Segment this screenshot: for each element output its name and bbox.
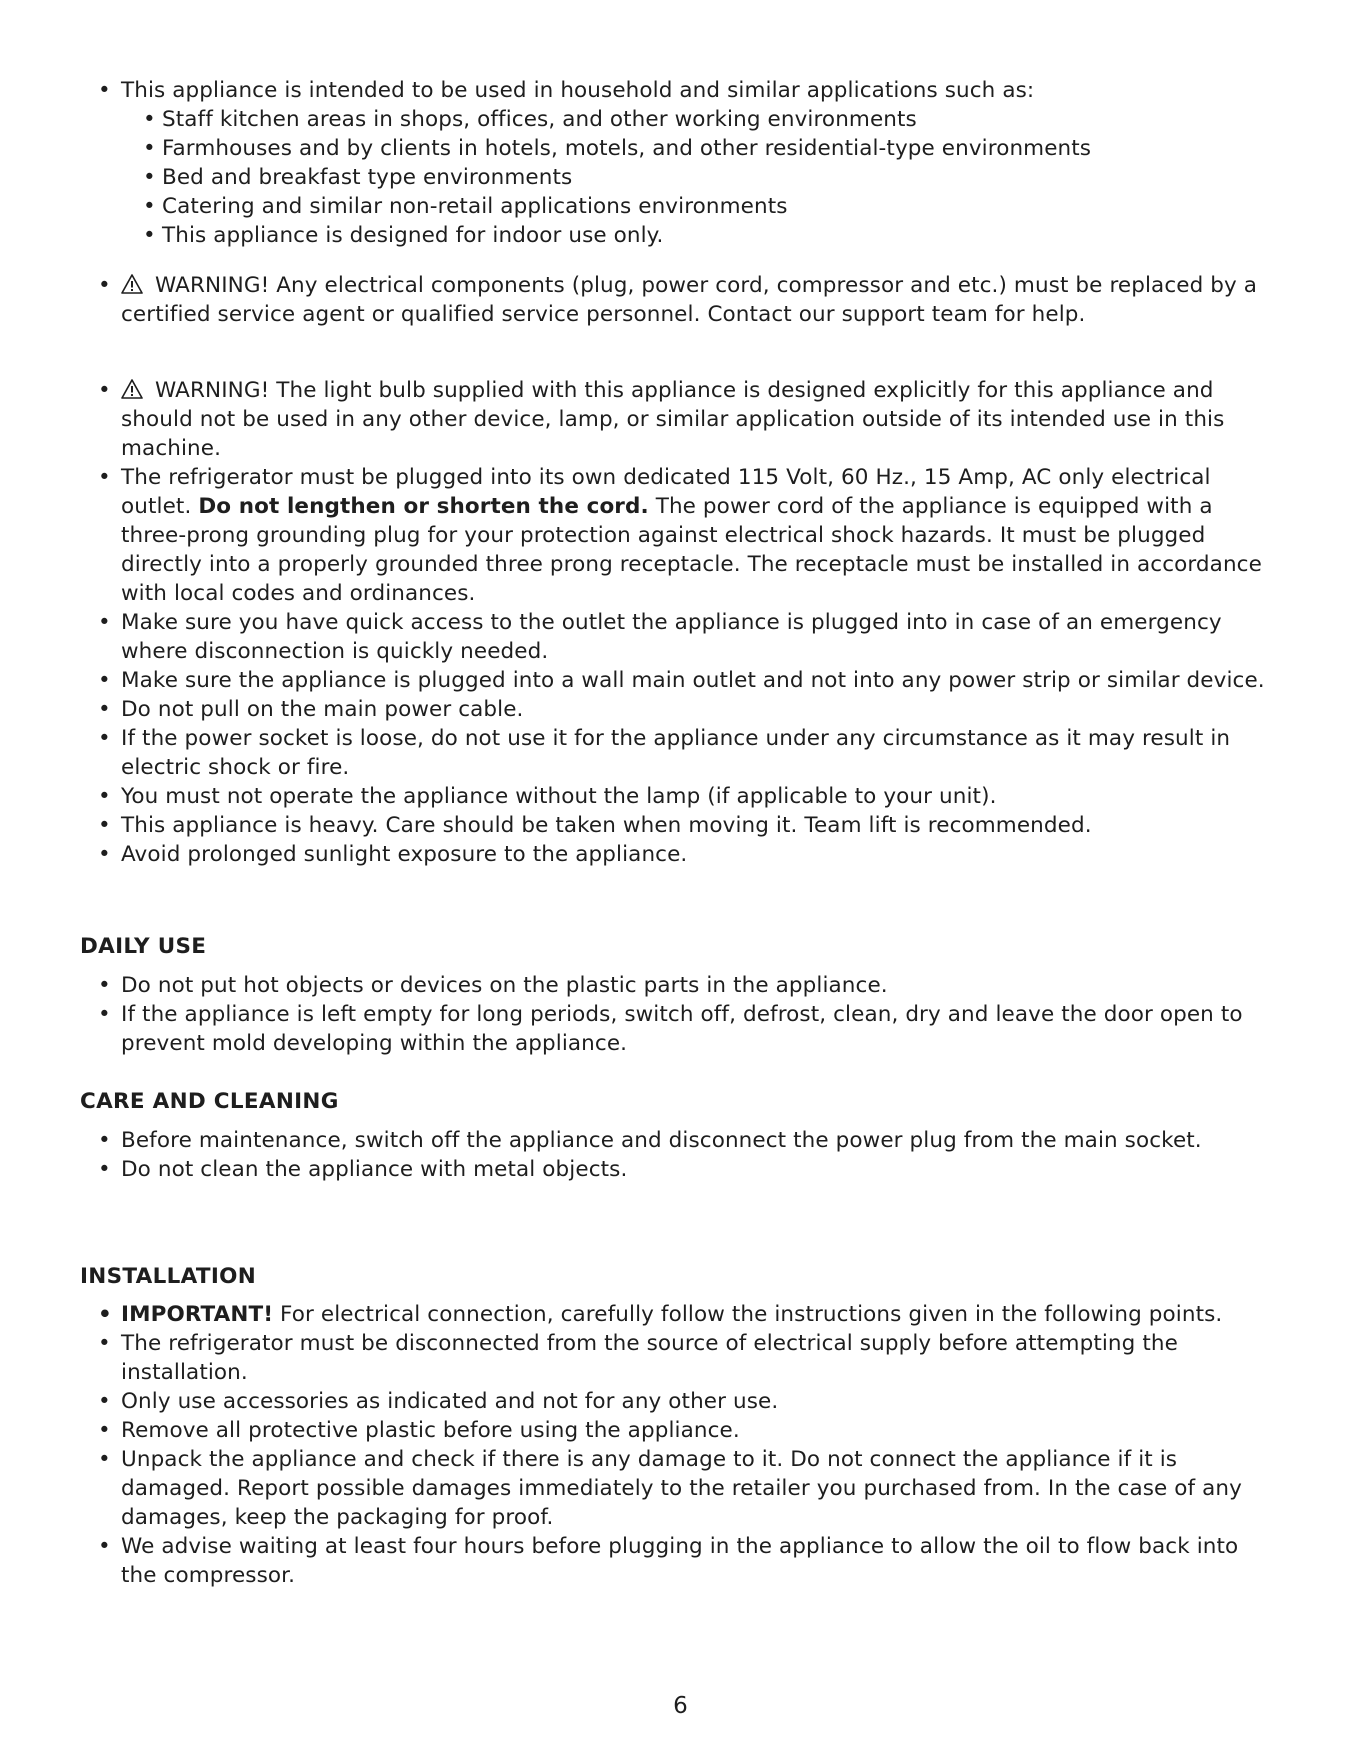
list-item: • Before maintenance, switch off the appliance and disconnect the power plug from the main socket.	[98, 1128, 1202, 1153]
list-item: • IMPORTANT! For electrical connection, carefully follow the instructions given in the following points.	[98, 1302, 1223, 1327]
list-item: • Do not pull on the main power cable.	[98, 697, 524, 722]
daily-use-section	[80, 971, 1280, 1058]
item-text: Remove all protective plastic before using the appliance.	[121, 1418, 740, 1443]
item-text: Make sure you have quick access to the outlet the appliance is plugged into in case of an emergency where disconnection is quickly needed.	[121, 610, 1222, 664]
section-heading-daily-use: DAILY USE	[80, 934, 207, 959]
list-item: • Make sure the appliance is plugged into a wall main outlet and not into any power strip or similar device.	[98, 668, 1265, 693]
list-item: • You must not operate the appliance without the lamp (if applicable to your unit).	[98, 784, 997, 809]
list-item: • Remove all protective plastic before using the appliance.	[98, 1418, 740, 1443]
list-item: • WARNING! The light bulb supplied with this appliance is designed explicitly for this appliance and should not be used in any other device, lamp, or similar application outside of its intended use in this machine.	[98, 378, 1225, 461]
warning-block-2	[80, 376, 1280, 869]
item-text: This appliance is intended to be used in household and similar applications such as:	[121, 78, 1035, 103]
list-item: • The refrigerator must be disconnected from the source of electrical supply before attempting the installation.	[98, 1331, 1178, 1385]
item-text: Unpack the appliance and check if there is any damage to it. Do not connect the appliance if it is damaged. Report possible damages immediately to the retailer you purchased from. In the case of any damages, keep the packaging for proof.	[121, 1447, 1242, 1530]
item-text: Before maintenance, switch off the appliance and disconnect the power plug from the main socket.	[121, 1128, 1202, 1153]
item-text: Catering and similar non-retail applications environments	[162, 194, 788, 219]
item-text: This appliance is designed for indoor use only.	[162, 223, 664, 248]
warning-icon	[121, 379, 143, 399]
item-text: Do not pull on the main power cable.	[121, 697, 524, 722]
outlet-text-pre: The refrigerator must be plugged into its own dedicated 115 Volt, 60 Hz., 15 Amp, AC only electrical outlet.	[121, 465, 1211, 519]
section-heading-care-cleaning: CARE AND CLEANING	[80, 1089, 339, 1114]
sub-list-item: • Catering and similar non-retail applications environments	[143, 194, 788, 219]
installation-section	[80, 1300, 1280, 1590]
important-label: IMPORTANT!	[121, 1302, 274, 1327]
warning-text: WARNING! Any electrical components (plug, power cord, compressor and etc.) must be replaced by a certified service agent or qualified service personnel. Contact our support team for help.	[121, 273, 1258, 327]
item-text: Staff kitchen areas in shops, offices, and other working environments	[162, 107, 917, 132]
item-text: We advise waiting at least four hours before plugging in the appliance to allow the oil to flow back into the compressor.	[121, 1534, 1239, 1588]
item-text: Make sure the appliance is plugged into a wall main outlet and not into any power strip or similar device.	[121, 668, 1265, 693]
item-text: Only use accessories as indicated and not for any other use.	[121, 1389, 779, 1414]
list-item: • This appliance is intended to be used in household and similar applications such as:	[98, 78, 1035, 103]
list-item: • Make sure you have quick access to the outlet the appliance is plugged into in case of an emergency where disconnection is quickly needed.	[98, 610, 1222, 664]
section-heading-installation: INSTALLATION	[80, 1264, 257, 1289]
outlet-text-bold: Do not lengthen or shorten the cord.	[198, 494, 649, 519]
list-item: • Do not clean the appliance with metal objects.	[98, 1157, 628, 1182]
item-text: For electrical connection, carefully follow the instructions given in the following points.	[273, 1302, 1223, 1327]
list-item: • If the appliance is left empty for long periods, switch off, defrost, clean, dry and leave the door open to prevent mold developing within the appliance.	[98, 1002, 1243, 1056]
warning-text: WARNING! The light bulb supplied with this appliance is designed explicitly for this appliance and should not be used in any other device, lamp, or similar application outside of its intended use in this machine.	[121, 378, 1225, 461]
item-text: You must not operate the appliance without the lamp (if applicable to your unit).	[121, 784, 997, 809]
care-cleaning-section	[80, 1126, 1280, 1184]
page-number: 6	[673, 1693, 688, 1719]
sub-list-item: • Bed and breakfast type environments	[143, 165, 573, 190]
list-item: • WARNING! Any electrical components (plug, power cord, compressor and etc.) must be replaced by a certified service agent or qualified service personnel. Contact our support team for help.	[98, 273, 1258, 327]
list-item: • This appliance is heavy. Care should be taken when moving it. Team lift is recommended.	[98, 813, 1092, 838]
list-item: • Avoid prolonged sunlight exposure to the appliance.	[98, 842, 688, 867]
list-item: • Do not put hot objects or devices on the plastic parts in the appliance.	[98, 973, 888, 998]
warning-block-1	[80, 271, 1280, 329]
item-text: If the appliance is left empty for long periods, switch off, defrost, clean, dry and leave the door open to prevent mold developing within the appliance.	[121, 1002, 1243, 1056]
item-text: Do not clean the appliance with metal objects.	[121, 1157, 628, 1182]
item-text: If the power socket is loose, do not use it for the appliance under any circumstance as it may result in electric shock or fire.	[121, 726, 1231, 780]
list-item: • If the power socket is loose, do not use it for the appliance under any circumstance as it may result in electric shock or fire.	[98, 726, 1231, 780]
item-text: This appliance is heavy. Care should be taken when moving it. Team lift is recommended.	[121, 813, 1092, 838]
item-text: The refrigerator must be disconnected from the source of electrical supply before attempting the installation.	[121, 1331, 1178, 1385]
warning-icon	[121, 274, 143, 294]
sub-list-item: • Farmhouses and by clients in hotels, motels, and other residential-type environments	[143, 136, 1092, 161]
item-text: Avoid prolonged sunlight exposure to the appliance.	[121, 842, 688, 867]
sub-list-item: • This appliance is designed for indoor use only.	[143, 223, 664, 248]
list-item: • The refrigerator must be plugged into its own dedicated 115 Volt, 60 Hz., 15 Amp, AC only electrical outlet. Do not lengthen or shorten the cord. The power cord of the appliance is equipped with a three-prong grounding plug for your protection against electrical shock hazards. It must be plugged directly into a properly grounded three prong receptacle. The receptacle must be installed in accordance with local codes and ordinances.	[98, 465, 1262, 606]
item-text: Do not put hot objects or devices on the plastic parts in the appliance.	[121, 973, 888, 998]
list-item: • Only use accessories as indicated and not for any other use.	[98, 1389, 779, 1414]
intro-section	[80, 76, 1280, 250]
sub-list-item: • Staff kitchen areas in shops, offices, and other working environments	[143, 107, 917, 132]
list-item: • We advise waiting at least four hours before plugging in the appliance to allow the oil to flow back into the compressor.	[98, 1534, 1239, 1588]
item-text: Bed and breakfast type environments	[162, 165, 573, 190]
outlet-text-post: The power cord of the appliance is equipped with a three-prong grounding plug for your protection against electrical shock hazards. It must be plugged directly into a properly grounded three prong receptacle. The receptacle must be installed in accordance with local codes and ordinances.	[121, 494, 1262, 606]
item-text: Farmhouses and by clients in hotels, motels, and other residential-type environments	[162, 136, 1092, 161]
list-item: • Unpack the appliance and check if there is any damage to it. Do not connect the appliance if it is damaged. Report possible damages immediately to the retailer you purchased from. In the case of any damages, keep the packaging for proof.	[98, 1447, 1242, 1530]
